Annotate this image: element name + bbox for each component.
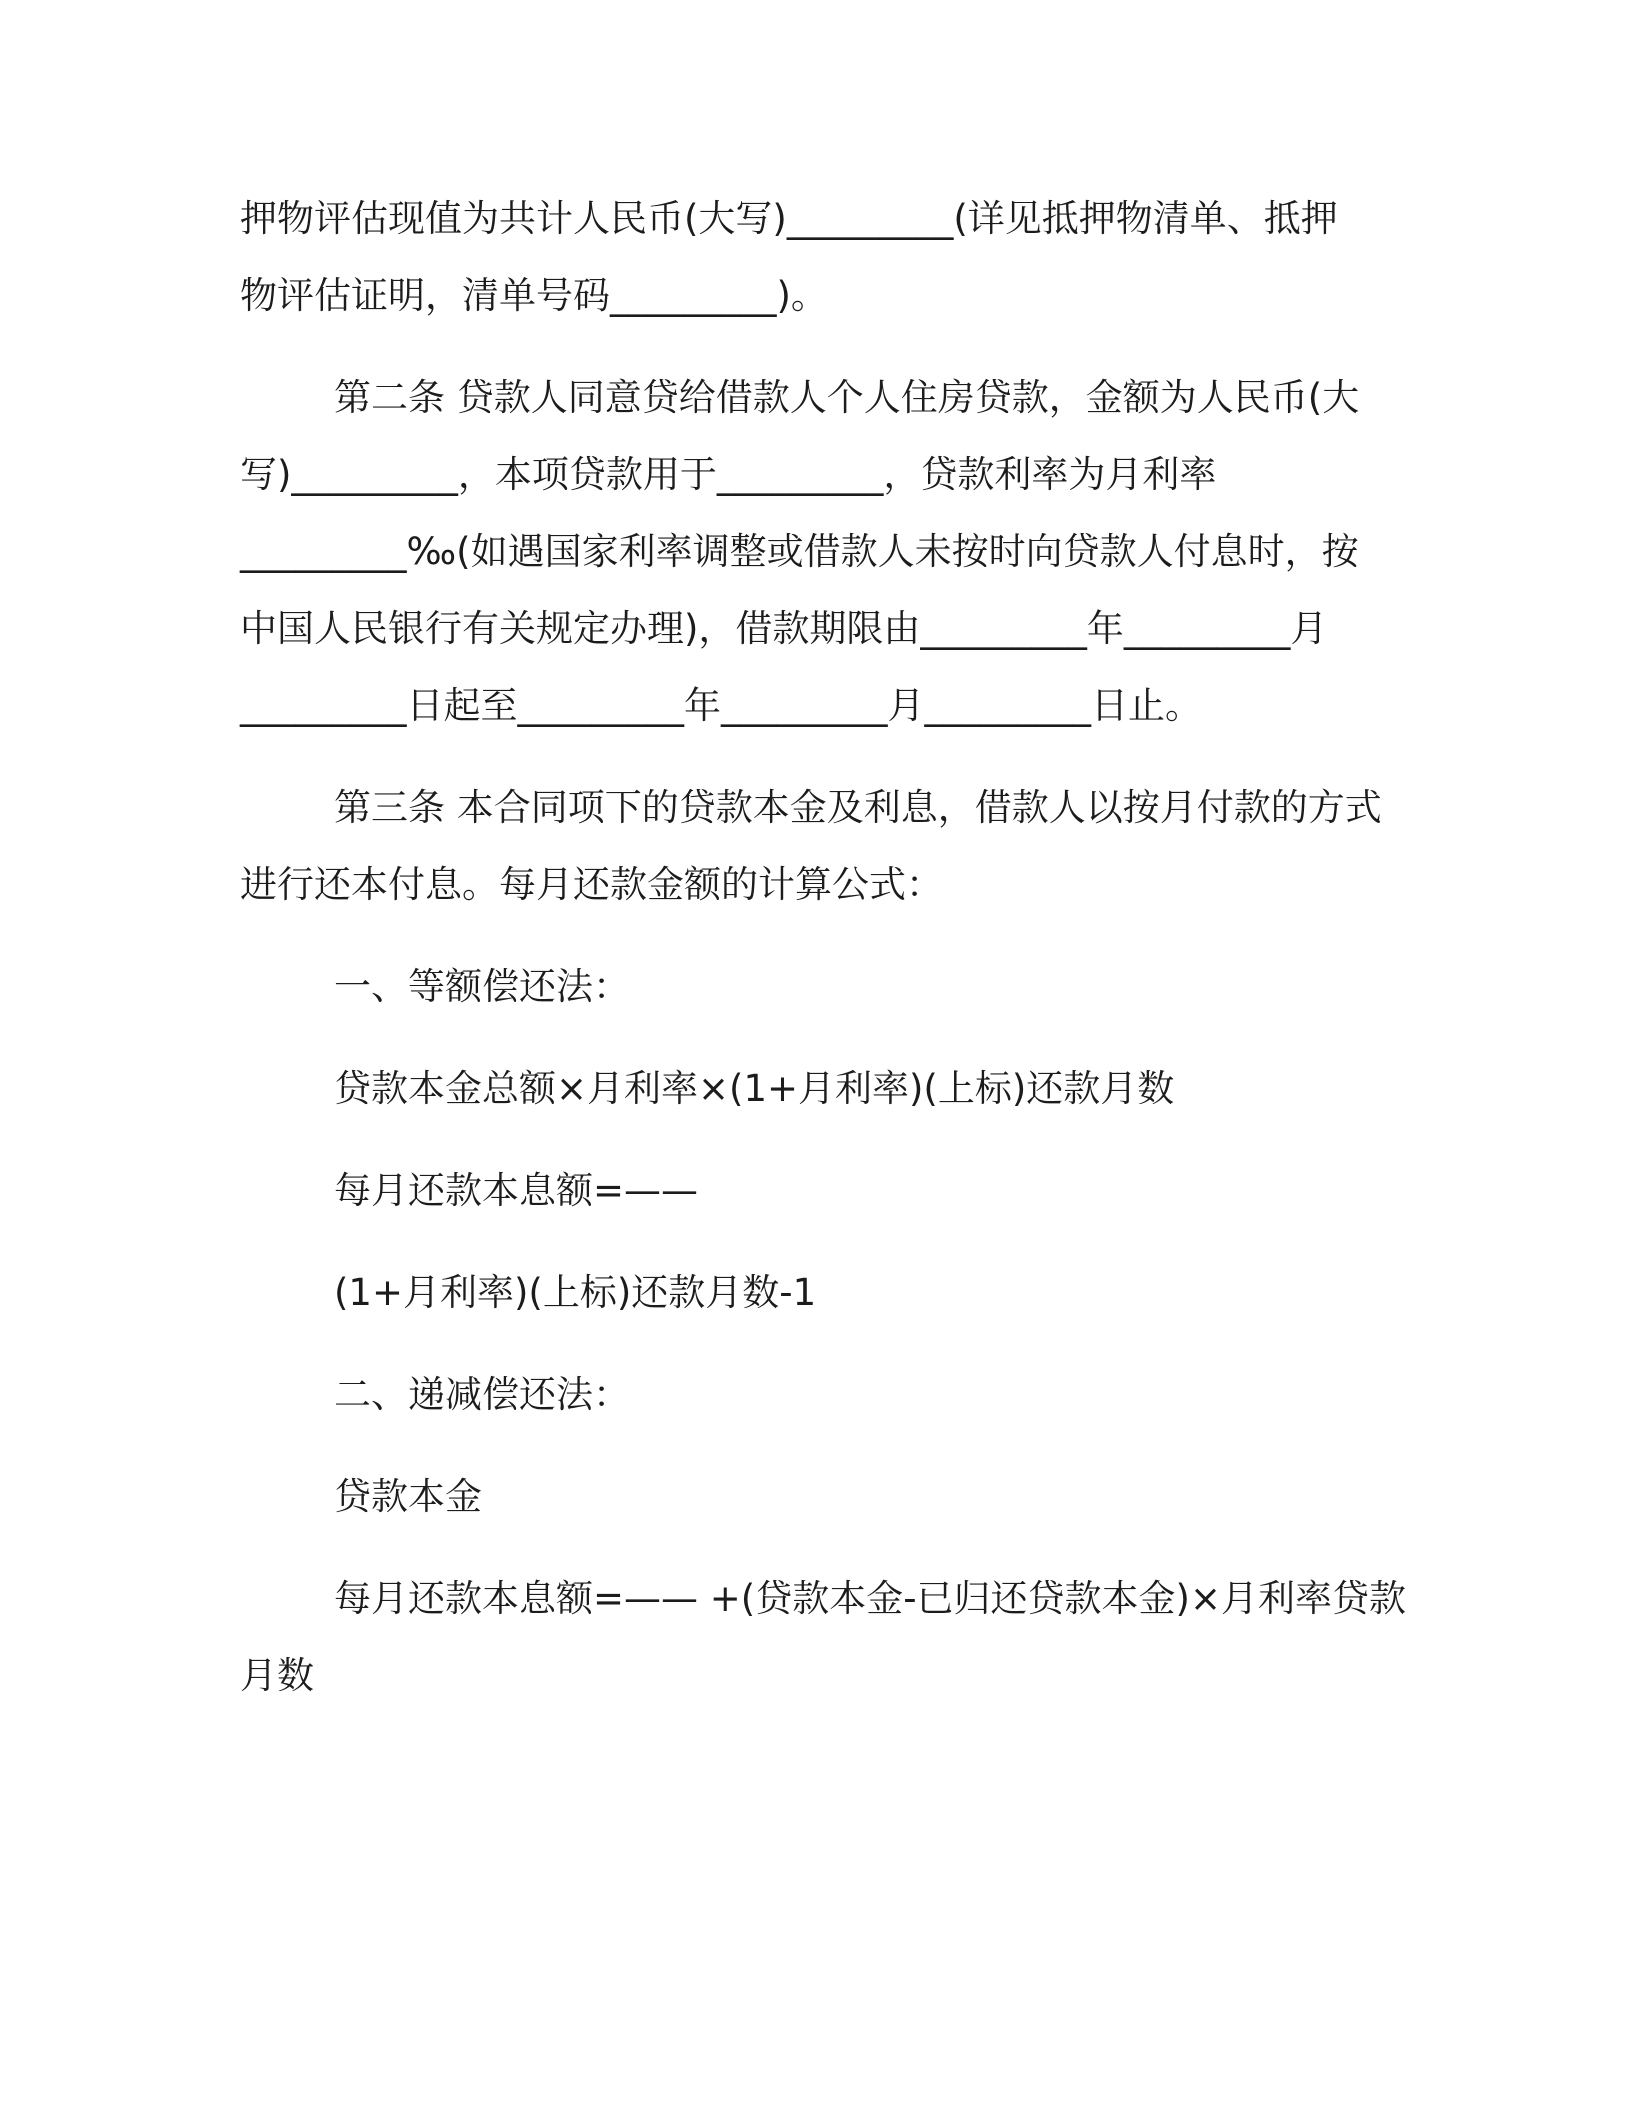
collateral-paragraph <box>240 180 1400 334</box>
formula-numerator: 贷款本金总额×月利率×(1+月利率)(上标)还款月数 <box>334 1067 1175 1110</box>
formula-equal-line: 每月还款本息额=—— <box>334 1169 699 1212</box>
formula-principal: 贷款本金 <box>334 1475 482 1518</box>
decreasing-formula-paragraph <box>240 1560 1406 1714</box>
article-3-paragraph <box>240 769 1400 923</box>
text-line: 写)_________，本项贷款用于_________，贷款利率为月利率 <box>240 453 1217 496</box>
text-line: 物评估证明，清单号码_________)。 <box>240 274 828 317</box>
text-line: 每月还款本息额=—— +(贷款本金-已归还贷款本金)×月利率贷款 <box>334 1577 1406 1620</box>
method-2-heading: 二、递减偿还法： <box>334 1373 630 1416</box>
text-line: 第三条 本合同项下的贷款本金及利息，借款人以按月付款的方式 <box>334 786 1382 829</box>
text-line: 第二条 贷款人同意贷给借款人个人住房贷款，金额为人民币(大 <box>334 376 1360 419</box>
method-1-heading: 一、等额偿还法： <box>334 965 630 1008</box>
formula-denominator: (1+月利率)(上标)还款月数-1 <box>334 1271 817 1314</box>
text-line: 进行还本付息。每月还款金额的计算公式： <box>240 863 943 906</box>
document-page <box>240 180 1406 1739</box>
text-line: _________日起至_________年_________月_________日止。 <box>240 684 1202 727</box>
article-2-paragraph <box>240 359 1400 744</box>
text-line: 中国人民银行有关规定办理)，借款期限由_________年_________月 <box>240 607 1328 650</box>
text-line: 押物评估现值为共计人民币(大写)_________(详见抵押物清单、抵押 <box>240 197 1338 240</box>
text-line: _________‰(如遇国家利率调整或借款人未按时向贷款人付息时，按 <box>240 530 1359 573</box>
text-line: 月数 <box>240 1654 314 1697</box>
